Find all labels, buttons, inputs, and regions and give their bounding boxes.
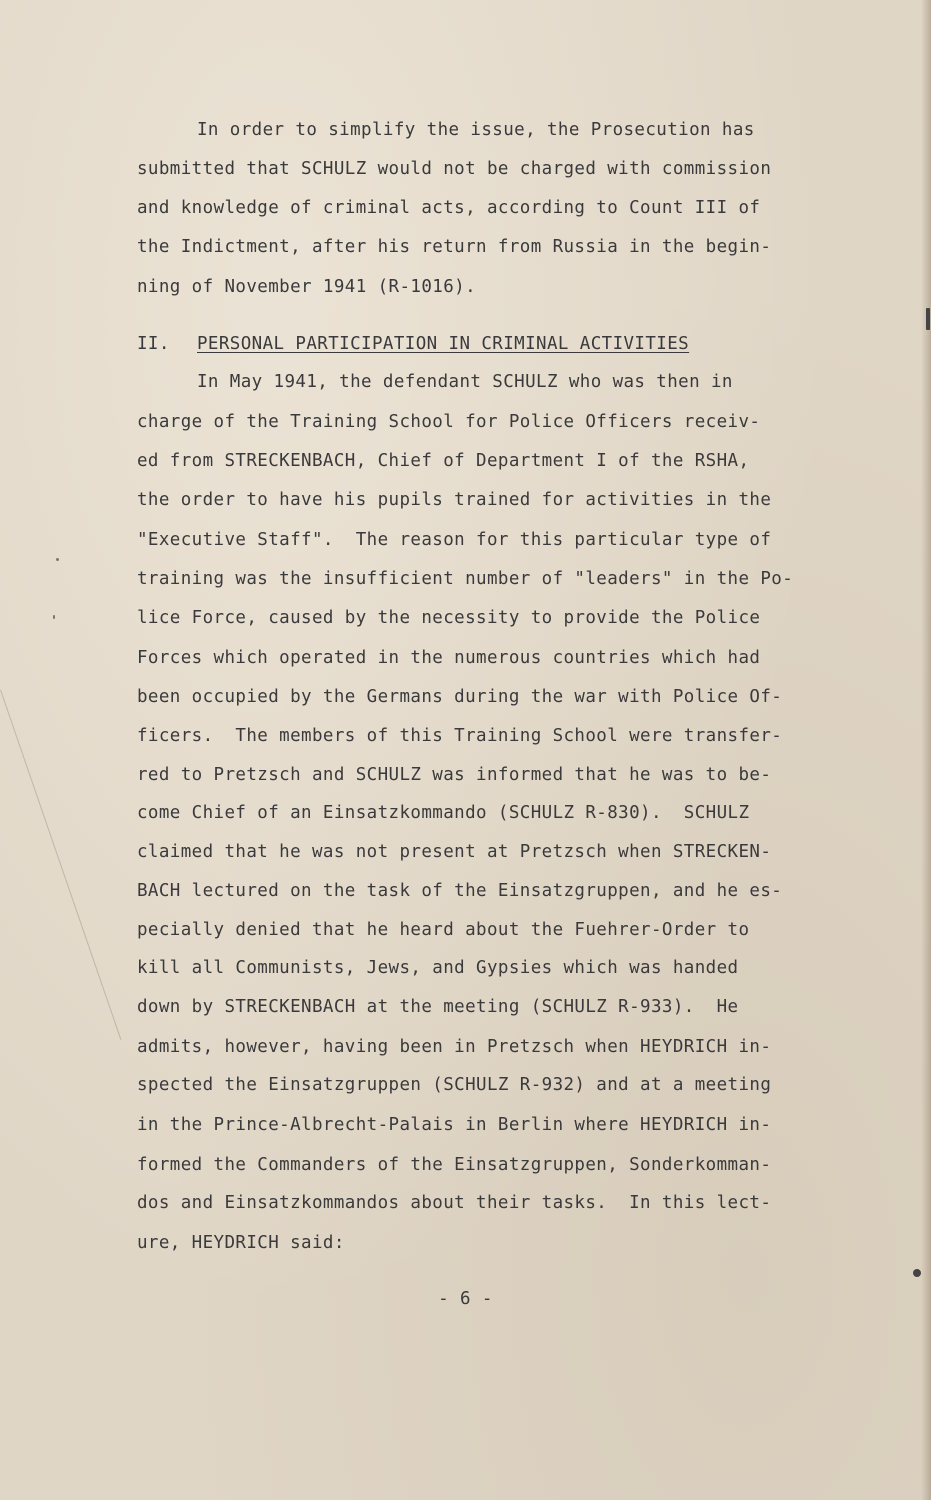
paragraph2-line: BACH lectured on the task of the Einsatzgruppen, and he es- [137, 881, 783, 901]
page-number: - 6 - [438, 1289, 493, 1309]
paragraph1-line: submitted that SCHULZ would not be charged with commission [137, 159, 772, 179]
paragraph2-line: admits, however, having been in Pretzsch when HEYDRICH in- [137, 1037, 772, 1057]
edge-mark [913, 1269, 921, 1277]
speck-mark [56, 558, 59, 561]
paragraph2-line: formed the Commanders of the Einsatzgruppen, Sonderkomman- [137, 1155, 772, 1175]
paragraph2-line: come Chief of an Einsatzkommando (SCHULZ R-830). SCHULZ [137, 803, 750, 823]
paragraph1-line: the Indictment, after his return from Russia in the begin- [137, 237, 772, 257]
paragraph2-line: Forces which operated in the numerous countries which had [137, 648, 761, 668]
paragraph2-line: lice Force, caused by the necessity to provide the Police [137, 608, 761, 628]
paragraph2-line: dos and Einsatzkommandos about their tasks. In this lect- [137, 1193, 772, 1213]
paragraph2-line: ure, HEYDRICH said: [137, 1233, 345, 1253]
paper-fold-line [0, 690, 121, 1040]
section-title: PERSONAL PARTICIPATION IN CRIMINAL ACTIVITIES [197, 334, 690, 354]
paragraph1-line: In order to simplify the issue, the Prosecution has [197, 120, 755, 140]
paragraph1-line: ning of November 1941 (R-1016). [137, 277, 477, 297]
paragraph2-line: the order to have his pupils trained for activities in the [137, 490, 772, 510]
paragraph2-line: down by STRECKENBACH at the meeting (SCHULZ R-933). He [137, 997, 739, 1017]
paragraph1-line: and knowledge of criminal acts, according to Count III of [137, 198, 761, 218]
paragraph2-line: in the Prince-Albrecht-Palais in Berlin where HEYDRICH in- [137, 1115, 772, 1135]
paragraph2-line: charge of the Training School for Police Officers receiv- [137, 412, 761, 432]
speck-mark [53, 615, 55, 619]
paragraph2-line: pecially denied that he heard about the Fuehrer-Order to [137, 920, 750, 940]
edge-mark [926, 308, 930, 330]
paragraph2-line: been occupied by the Germans during the war with Police Of- [137, 687, 783, 707]
section-number: II. [137, 334, 170, 354]
paragraph2-line: training was the insufficient number of "leaders" in the Po- [137, 569, 794, 589]
paragraph2-line: "Executive Staff". The reason for this particular type of [137, 530, 772, 550]
paragraph2-line: ed from STRECKENBACH, Chief of Department I of the RSHA, [137, 451, 750, 471]
paragraph2-line: ficers. The members of this Training School were transfer- [137, 726, 783, 746]
paragraph2-line: claimed that he was not present at Pretzsch when STRECKEN- [137, 842, 772, 862]
paragraph2-line: red to Pretzsch and SCHULZ was informed that he was to be- [137, 765, 772, 785]
paragraph2-line: spected the Einsatzgruppen (SCHULZ R-932) and at a meeting [137, 1075, 772, 1095]
paragraph2-line: In May 1941, the defendant SCHULZ who was then in [197, 372, 733, 392]
paragraph2-line: kill all Communists, Jews, and Gypsies which was handed [137, 958, 739, 978]
page-edge-shadow [921, 0, 931, 1500]
